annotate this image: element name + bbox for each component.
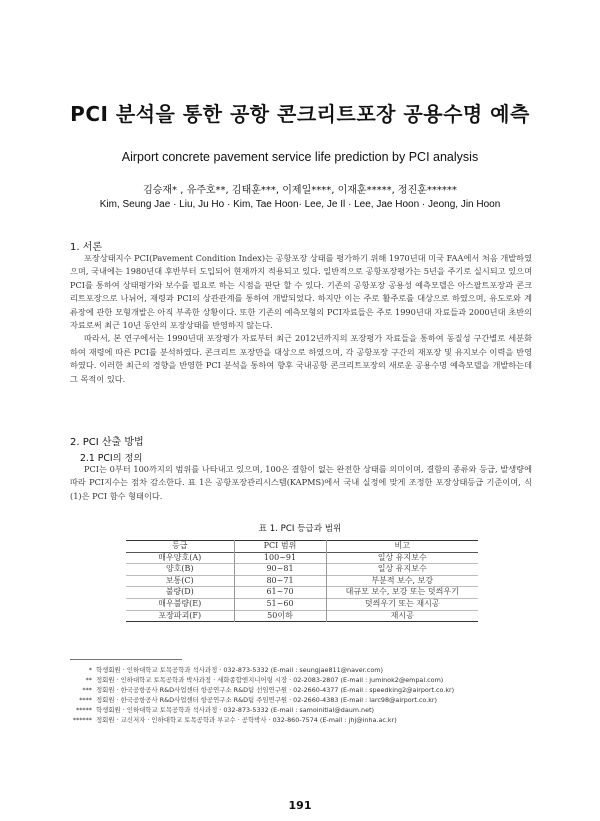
note-cell: 일상 유지보수 [326,564,478,576]
section1-heading: 1. 서론 [70,242,103,253]
range-cell: 51~60 [234,598,326,610]
footnote-item [70,675,540,685]
footnote-item [70,715,540,725]
footnote-marker: *** [82,686,92,695]
table-header-row [126,541,478,553]
footnote-text: 정회원 · 한국공항공사 R&D사업센터 항공연구소 R&D팀 주임연구원 · 02-2660-4383 (E-mail : larc98@airport.co.kr) [96,696,438,705]
table-row [126,587,478,599]
column-header-pci-range: PCI 범위 [234,541,326,553]
grade-cell: 양호(B) [165,564,194,574]
grade-cell: 매우양호(A) [158,552,202,562]
table-caption: 표 1. PCI 등급과 범위 [258,524,342,534]
grade-cell: 불량(D) [165,587,194,597]
footnote-text: 학생회원 · 인하대학교 토목공학과 석사과정 · 032-873-5332 (E-mail : samoinitial@daum.net) [96,706,375,715]
note-cell: 재시공 [326,610,478,622]
paper-title: PCI 분석을 통한 공항 콘크리트포장 공용수명 예측 [70,102,530,126]
section1-paragraph: 포장상태지수 PCI(Pavement Condition Index)는 공항포장 상태를 평가하기 위해 1970년대 미국 FAA에서 처음 개발하였으며, 국내에는 1980년대 후반부터 도입되어 현재까지 적용되고 있다. 일반적으로 공항포장평가는 5년을 주기로 실시되고 있으며 PCI를 통하여 상태평가와 보수를 필요로 하는 시점을 판단 할 수 있다. 기존의 공항포장 공용성 예측모델은 아스팔트포장과 콘크리트포장으로 나뉘어, 재령과 PCI의 상관관계를 통하여 개발되었다. 하지만 이는 주로 활주로를 대상으로 하였으며, 유도로와 계류장에 관한 모형개발은 아직 부족한 상황이다. 또한 기존의 예측모형의 PCI자료들은 주로 1990년대 자료들과 2000년대 초반의 자료로써 최근 10년 동안의 포장상태를 반영하지 않는다. [70,253,532,331]
section1-body [70,252,532,386]
authors-korean: 김승재* , 유주호**, 김태훈***, 이제일****, 이재훈*****, 정진훈****** [143,185,457,196]
section2-body [70,463,532,503]
section2-paragraph: PCI는 0부터 100까지의 범위를 나타내고 있으며, 100은 결함이 없는 완전한 상태를 의미이며, 결함의 종류와 등급, 발생량에 따라 PCI지수는 점차 감소한다. 표 1은 공항포장관리시스템(KAPMS)에서 국내 실정에 맞게 조정한 포장상태등급 기준이며, 식 (1)은 PCI 함수 형태이다. [70,464,532,501]
footnote-item [70,685,540,695]
footnote-marker: ***** [76,706,92,715]
footnote-marker: ** [85,676,92,685]
table-row [126,598,478,610]
footnote-divider [70,659,182,660]
footnotes [70,665,540,726]
grade-cell: 포장파괴(F) [158,610,202,620]
table-row [126,564,478,576]
grade-cell: 보통(C) [165,575,194,585]
section2-1-heading: 2.1 PCI의 정의 [80,453,143,464]
range-cell: 90~81 [234,564,326,576]
range-cell: 61~70 [234,587,326,599]
footnote-item [70,665,540,675]
section2-heading: 2. PCI 산출 방법 [70,437,144,448]
footnote-text: 정회원 · 인하대학교 토목공학과 박사과정 · 세화종합엔지니어링 시장 · 02-2083-2807 (E-mail : juminok2@empal.com) [96,676,444,685]
footnote-text: 정회원 · 한국공항공사 R&D사업센터 항공연구소 R&D팀 선임연구원 · 02-2660-4377 (E-mail : speedking2@airport.co.kr) [96,686,455,695]
table-row [126,552,478,564]
section1-paragraph: 따라서, 본 연구에서는 1990년대 포장평가 자료부터 최근 2012년까지의 포장평가 자료들을 통하여 동질성 구간별로 세분화하여 재령에 따른 PCI를 분석하였다. 콘크리트 포장만을 대상으로 하였으며, 각 공항포장 구간의 재포장 및 유지보수 이력을 반영하였다. 이러한 최근의 경향을 반영한 PCI 분석을 통하여 향후 국내공항 콘크리트포장의 새로운 공용수명 예측모델을 개발하는데 그 목적이 있다. [70,333,532,384]
footnote-text: 학생회원 · 인하대학교 토목공학과 석사과정 · 032-873-5332 (E-mail : seungjae811@naver.com) [96,666,383,674]
footnote-marker: ****** [72,716,92,725]
footnote-item [70,705,540,715]
footnote-marker: **** [79,696,92,705]
column-header-grade: 등급 [172,541,188,550]
range-cell: 100~91 [234,552,326,564]
authors-english: Kim, Seung Jae · Liu, Ju Ho · Kim, Tae Hoon· Lee, Je Il · Lee, Jae Hoon · Jeong, Jin Hoon [99,199,501,210]
note-cell: 부분적 보수, 보강 [326,575,478,587]
column-header-note: 비고 [326,541,478,553]
pci-grade-table [126,540,478,622]
footnote-item [70,695,540,705]
note-cell: 덧씌우기 또는 재시공 [326,598,478,610]
page-number: 191 [288,799,312,812]
table-row [126,610,478,622]
note-cell: 대규모 보수, 보강 또는 덧씌우기 [326,587,478,599]
note-cell: 일상 유지보수 [326,552,478,564]
range-cell: 80~71 [234,575,326,587]
footnote-text: 정회원 · 교신저자 · 인하대학교 토목공학과 부교수 · 공학박사 · 032-860-7574 (E-mail : jhj@inha.ac.kr) [96,716,397,725]
footnote-marker: * [88,666,92,674]
grade-cell: 매우불량(E) [158,598,202,608]
table-row [126,575,478,587]
range-cell: 50이하 [234,610,326,622]
paper-subtitle: Airport concrete pavement service life prediction by PCI analysis [121,150,479,164]
